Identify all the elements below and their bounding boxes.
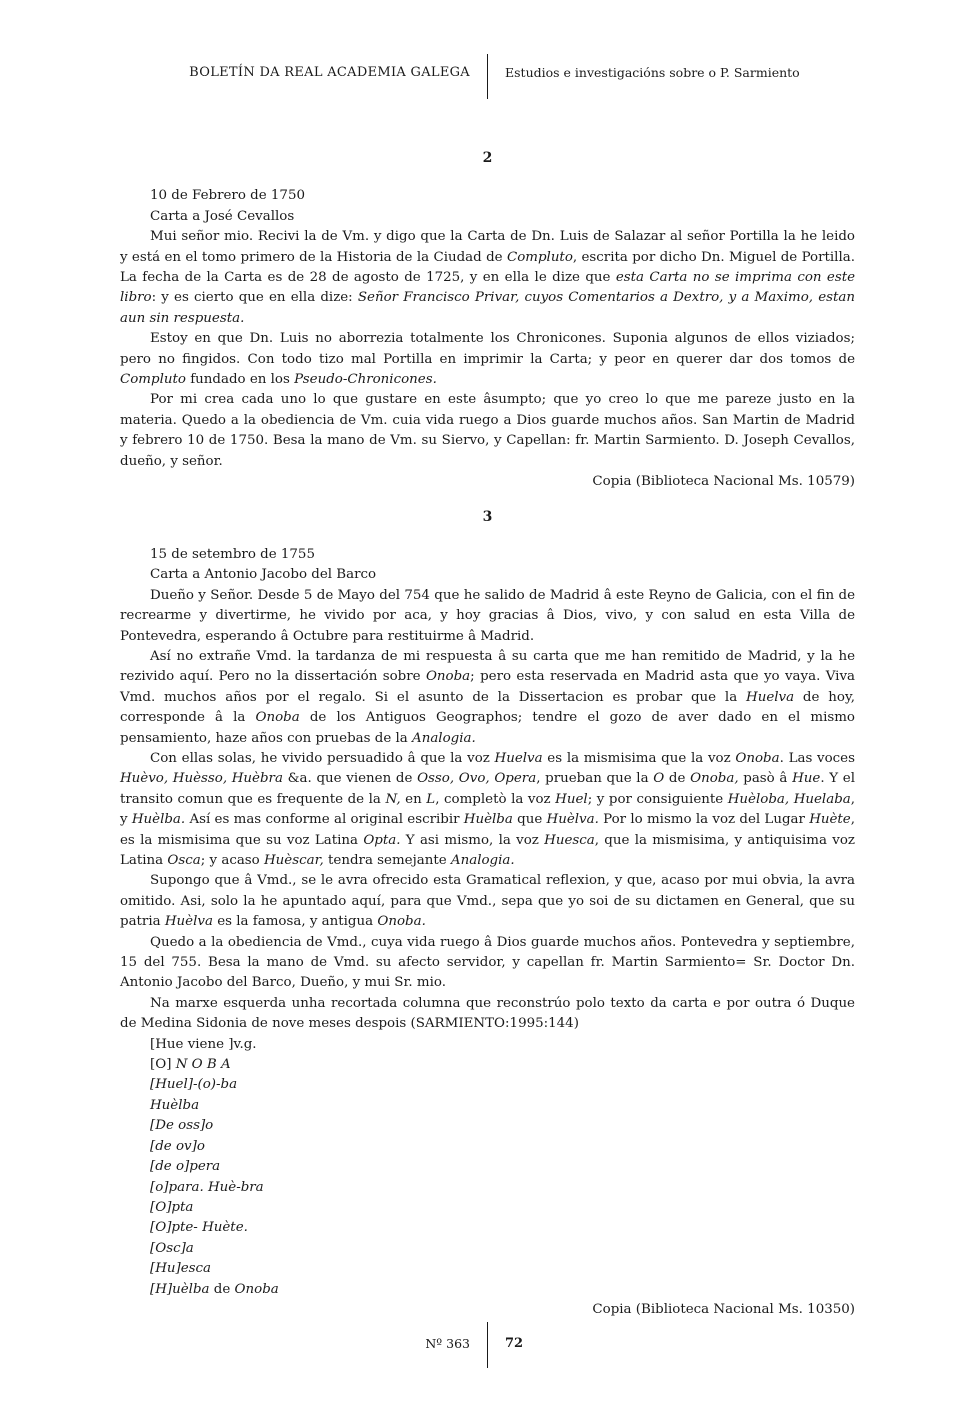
italic-text: N, — [385, 791, 401, 807]
italic-text: Onoba — [735, 750, 780, 766]
italic-text: Onoba. — [377, 914, 426, 930]
text-run: en — [400, 791, 427, 807]
italic-text: N O B A — [175, 1057, 231, 1073]
italic-text: Huèlba. — [131, 812, 186, 828]
source-citation: Copia (Biblioteca Nacional Ms. 10579) — [592, 474, 855, 490]
paragraph — [120, 227, 855, 329]
italic-text: Huèlba — [150, 1097, 200, 1113]
text-run: Supongo que â Vmd., se le avra ofrecido esta Gramatical reflexion, y que, acaso por mui obvia, la avra omitido. Asi, solo la he apuntado aquí, para que Vmd., sepa que yo soi de su dictamen en General, que su patria — [120, 873, 855, 930]
verse-line — [150, 1218, 855, 1238]
verse-line — [150, 1259, 855, 1279]
text-run: fundado en los — [185, 372, 295, 388]
text-run: Así no extrañe Vmd. la tardanza de mi respuesta â su carta que me han remitido de Madrid, y la he rezivido aquí. Pero no la dissertación sobre — [120, 648, 855, 685]
verse-line — [150, 1116, 855, 1136]
verse-line — [150, 1096, 855, 1116]
paragraph — [120, 329, 855, 390]
text-run: , es la mismisima que su voz Latina — [120, 812, 855, 848]
italic-text: O — [653, 771, 665, 787]
italic-text: Compluto — [506, 249, 573, 265]
paragraph — [120, 586, 855, 647]
italic-text: Huel — [555, 791, 588, 807]
text-run: Dueño y Señor. Desde 5 de Mayo del 754 que he salido de Madrid â este Reyno de Galicia, con el fin de recrearme y divertirme, he vivido por aca, y hoy gracias â Dios, vivo, y con salud en esta Villa de Pontevedra, esperando â Octubre para restituirme â Madrid. — [120, 587, 855, 644]
italic-text: Huèvo, Huèsso, Huèbra — [120, 771, 283, 787]
text-run: , escrita por dicho Dn. Miguel de Portilla. La fecha de la Carta es de 28 de agosto de 1725, y en ella le dize que — [120, 249, 855, 286]
italic-text: Opta. — [363, 832, 401, 848]
paragraph — [120, 933, 855, 994]
italic-text: Onoba, — [690, 771, 739, 787]
text-run: ; y acaso — [200, 853, 264, 868]
journal-title: BOLETÍN DA REAL ACADEMIA GALEGA — [189, 65, 470, 80]
italic-text: Huèloba, Huelaba — [727, 791, 851, 807]
text-run: Estoy en que Dn. Luis no aborrezia totalmente los Chronicones. Suponia algunos de ellos viziados; pero no fingidos. Con todo tizo mal Portilla en imprimir la Carta; y peor en querer dar dos tomos de — [120, 331, 855, 367]
text-run: [O] — [150, 1057, 176, 1073]
italic-text: Huète — [809, 812, 851, 828]
italic-text: Huelva — [494, 750, 543, 766]
text-run: [Hue viene ]v.g. — [150, 1036, 257, 1052]
italic-text: esta Carta no se imprima con este libro — [120, 270, 855, 306]
text-run: Así es mas conforme al original escribir — [185, 812, 464, 828]
text-run: Por lo mismo la voz del Lugar — [598, 812, 810, 828]
italic-text: Huèlva — [164, 914, 213, 930]
italic-text: [O]pte- Huète. — [150, 1220, 248, 1236]
verse-line — [150, 1198, 855, 1218]
text-run: pasò â — [738, 771, 793, 787]
text-run: Quedo a la obediencia de Vmd., cuya vida ruego â Dios guarde muchos años. Pontevedra y septiembre, 15 del 755. Besa la mano de Vmd. su afecto servidor, y capellan fr. Martin Sarmiento= Sr. Doctor Dn. Antonio Jacobo del Barco, Dueño, y mui Sr. mio. — [120, 934, 855, 991]
text-run: &a. que vienen de — [282, 771, 418, 787]
italic-text: [O]pta — [150, 1199, 194, 1215]
letter-number: 2 — [482, 150, 493, 166]
text-run: ; y por consiguiente — [587, 791, 728, 807]
italic-text: Compluto — [120, 372, 186, 388]
letter-recipient: Carta a José Cevallos — [150, 208, 295, 224]
text-run: . Las voces — [779, 750, 855, 766]
paragraph — [120, 871, 855, 932]
text-run: tendra semejante — [323, 853, 451, 868]
italic-text: [de o]pera — [150, 1159, 221, 1175]
verse-line — [150, 1280, 855, 1300]
verse-line — [150, 1075, 855, 1095]
verse-line — [150, 1239, 855, 1259]
text-run: es la famosa, y antigua — [212, 914, 378, 930]
italic-text: Huesca — [544, 832, 595, 848]
paragraph — [120, 647, 855, 749]
italic-text: [H]uèlba — [150, 1281, 210, 1297]
verse-line — [150, 1035, 855, 1055]
italic-text: [Huel]-(o)-ba — [150, 1077, 238, 1093]
text-run: , y — [120, 791, 856, 828]
issue-number: Nº 363 — [425, 1336, 470, 1351]
italic-text: Huèlba — [463, 812, 513, 828]
text-run: Mui señor mio. Recivi la de Vm. y digo que la Carta de Dn. Luis de Salazar al señor Portilla la he leido y está en el tomo primero de la Historia de la Ciudad de — [120, 229, 855, 265]
verse-line — [150, 1157, 855, 1177]
page-number: 72 — [505, 1336, 524, 1351]
text-run: Na marxe esquerda unha recortada columna que reconstrúo polo texto da carta e por outra ó Duque de Medina Sidonia de nove meses despois (SARMIENTO:1995:144) — [120, 995, 855, 1032]
text-run: de los Antiguos Geographos; tendre el gozo de aver dado en el mismo pensamiento, haze años con pruebas de la — [120, 710, 855, 746]
page-body — [120, 148, 855, 1320]
letter-number: 3 — [482, 508, 493, 525]
text-run: Y asi mismo, la voz — [400, 832, 545, 848]
italic-text: Señor Francisco Privar, cuyos Comentarios a Dextro, y a Maximo, estan aun sin respuesta. — [120, 290, 855, 326]
section-title: Estudios e investigacións sobre o P. Sarmiento — [505, 65, 800, 80]
italic-text: [Hu]esca — [150, 1261, 212, 1277]
verse-line — [150, 1178, 855, 1198]
italic-text: [De oss]o — [150, 1118, 214, 1134]
verse-line — [150, 1055, 855, 1075]
letter-date: 10 de Febrero de 1750 — [150, 188, 305, 204]
italic-text: Onoba — [234, 1281, 279, 1297]
italic-text: Osso, Ovo, Opera — [417, 771, 537, 787]
italic-text: Analogia. — [412, 730, 476, 746]
italic-text: [Osc]a — [150, 1240, 194, 1256]
italic-text: Huèlva. — [546, 812, 599, 828]
text-run: ; pero esta reservada en Madrid asta que yo vaya. Viva Vmd. muchos años por el regalo. Si el asunto de la Dissertacion es probar que la — [120, 669, 855, 705]
text-run: de hoy, corresponde â la — [120, 689, 855, 726]
header-divider — [487, 54, 488, 99]
text-run: . Y el transito comun que es frequente de la — [120, 771, 855, 807]
italic-text: [de ov]o — [150, 1138, 205, 1154]
text-run: de — [664, 771, 691, 787]
italic-text: L — [426, 791, 436, 807]
text-run: : y es cierto que en ella dize: — [151, 290, 358, 306]
letter-date: 15 de setembro de 1755 — [150, 546, 315, 562]
text-run: , completò la voz — [435, 791, 556, 807]
verse-line — [150, 1137, 855, 1157]
italic-text: Onoba — [255, 710, 300, 726]
paragraph — [120, 994, 855, 1035]
footer-divider — [487, 1322, 488, 1368]
italic-text: [o]para. Huè-bra — [150, 1179, 264, 1195]
reconstructed-column — [120, 1035, 855, 1300]
italic-text: Huèscar, — [264, 853, 324, 868]
text-run: Con ellas solas, he vivido persuadido â que la voz — [150, 750, 495, 766]
italic-text: Hue — [792, 771, 821, 787]
text-run: , prueban que la — [536, 771, 654, 787]
italic-text: Osca — [167, 853, 201, 868]
italic-text: Huelva — [746, 689, 795, 705]
letter-recipient: Carta a Antonio Jacobo del Barco — [150, 567, 377, 583]
text-run: que — [512, 812, 547, 828]
source-citation: Copia (Biblioteca Nacional Ms. 10350) — [592, 1301, 855, 1317]
paragraph — [120, 390, 855, 472]
text-run: , que la mismisima, y antiquisima voz Latina — [120, 832, 855, 868]
text-run: es la mismisima que la voz — [542, 750, 736, 766]
paragraph — [120, 749, 855, 871]
text-run: Por mi crea cada uno lo que gustare en este âsumpto; que yo creo lo que me pareze justo en la materia. Quedo a la obediencia de Vm. cuia vida ruego a Dios guarde muchos años. San Martin de Madrid y febrero 10 de 1750. Besa la mano de Vm. su Siervo, y Capellan: fr. Martin Sarmiento. D. Joseph Cevallos, dueño, y señor. — [120, 392, 855, 469]
text-run: de — [209, 1281, 235, 1297]
italic-text: Pseudo-Chronicones. — [294, 372, 437, 388]
italic-text: Analogia. — [450, 853, 515, 868]
italic-text: Onoba — [425, 669, 471, 685]
